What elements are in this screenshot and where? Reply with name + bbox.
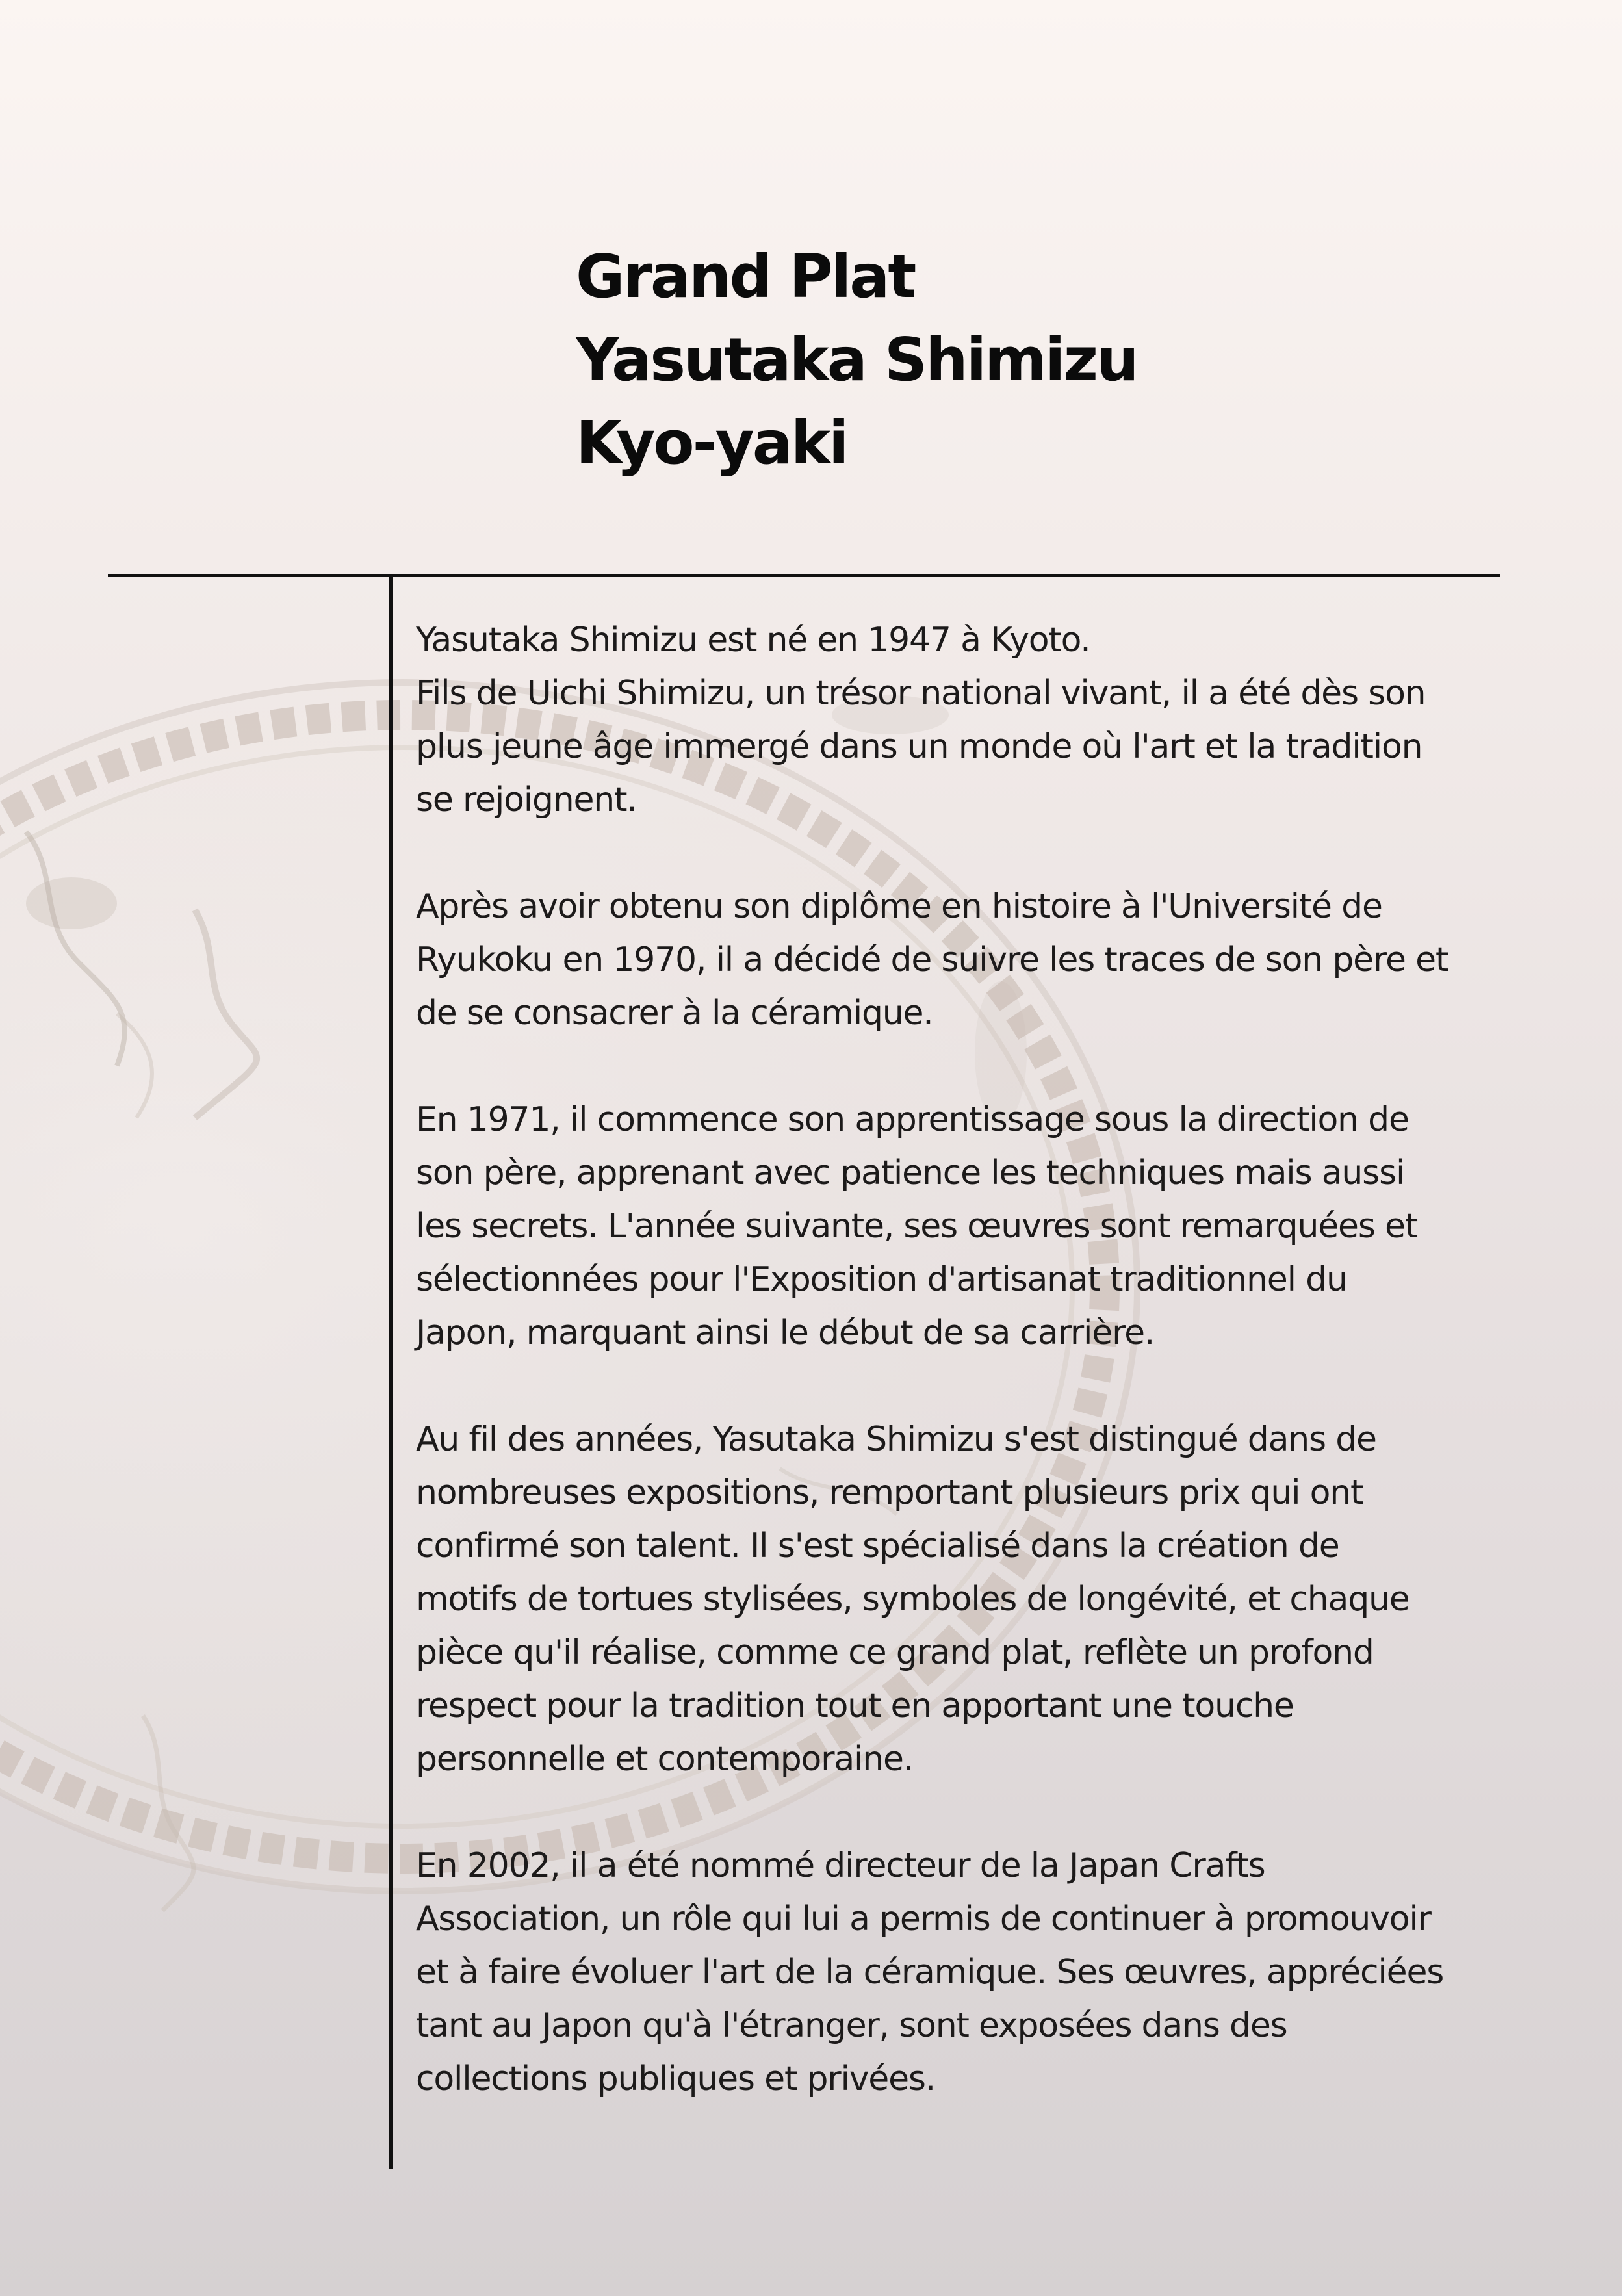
text-line: nombreuses expositions, remportant plusieurs prix qui ont	[416, 1473, 1363, 1512]
text-line: En 2002, il a été nommé directeur de la Japan Crafts	[416, 1846, 1265, 1885]
paragraph-directorship	[416, 1839, 1605, 2106]
text-line: plus jeune âge immergé dans un monde où l'art et la tradition	[416, 727, 1422, 766]
biography-text	[416, 613, 1605, 2159]
document-title	[576, 235, 1486, 485]
text-line: de se consacrer à la céramique.	[416, 994, 933, 1033]
text-line: En 1971, il commence son apprentissage sous la direction de	[416, 1100, 1409, 1139]
paragraph-birth	[416, 613, 1605, 827]
text-line: Yasutaka Shimizu est né en 1947 à Kyoto.	[416, 621, 1090, 660]
text-line: Après avoir obtenu son diplôme en histoire à l'Université de	[416, 887, 1382, 926]
paragraph-apprenticeship	[416, 1093, 1605, 1360]
text-line: respect pour la tradition tout en apportant une touche	[416, 1686, 1294, 1725]
text-line: pièce qu'il réalise, comme ce grand plat, reflète un profond	[416, 1633, 1374, 1672]
text-line: et à faire évoluer l'art de la céramique. Ses œuvres, appréciées	[416, 1953, 1444, 1992]
text-line: Fils de Uichi Shimizu, un trésor national vivant, il a été dès son	[416, 674, 1426, 713]
text-line: les secrets. L'année suivante, ses œuvres sont remarquées et	[416, 1207, 1418, 1246]
text-line: Japon, marquant ainsi le début de sa carrière.	[416, 1313, 1155, 1352]
text-line: tant au Japon qu'à l'étranger, sont exposées dans des	[416, 2006, 1287, 2045]
horizontal-divider	[108, 574, 1500, 577]
paragraph-career	[416, 1413, 1605, 1786]
text-line: personnelle et contemporaine.	[416, 1740, 914, 1779]
text-line: se rejoignent.	[416, 780, 637, 819]
paragraph-education	[416, 880, 1605, 1040]
text-line: Au fil des années, Yasutaka Shimizu s'est distingué dans de	[416, 1420, 1376, 1459]
title-line-style: Kyo-yaki	[576, 408, 847, 478]
text-line: motifs de tortues stylisées, symboles de longévité, et chaque	[416, 1580, 1410, 1619]
vertical-divider	[389, 576, 393, 2169]
text-line: confirmé son talent. Il s'est spécialisé dans la création de	[416, 1527, 1339, 1566]
title-line-object: Grand Plat	[576, 242, 915, 311]
text-line: sélectionnées pour l'Exposition d'artisanat traditionnel du	[416, 1260, 1347, 1299]
text-line: Ryukoku en 1970, il a décidé de suivre les traces de son père et	[416, 940, 1448, 979]
text-line: son père, apprenant avec patience les techniques mais aussi	[416, 1154, 1405, 1193]
text-line: Association, un rôle qui lui a permis de continuer à promouvoir	[416, 1900, 1431, 1939]
title-line-artist: Yasutaka Shimizu	[576, 325, 1137, 394]
text-line: collections publiques et privées.	[416, 2059, 936, 2098]
